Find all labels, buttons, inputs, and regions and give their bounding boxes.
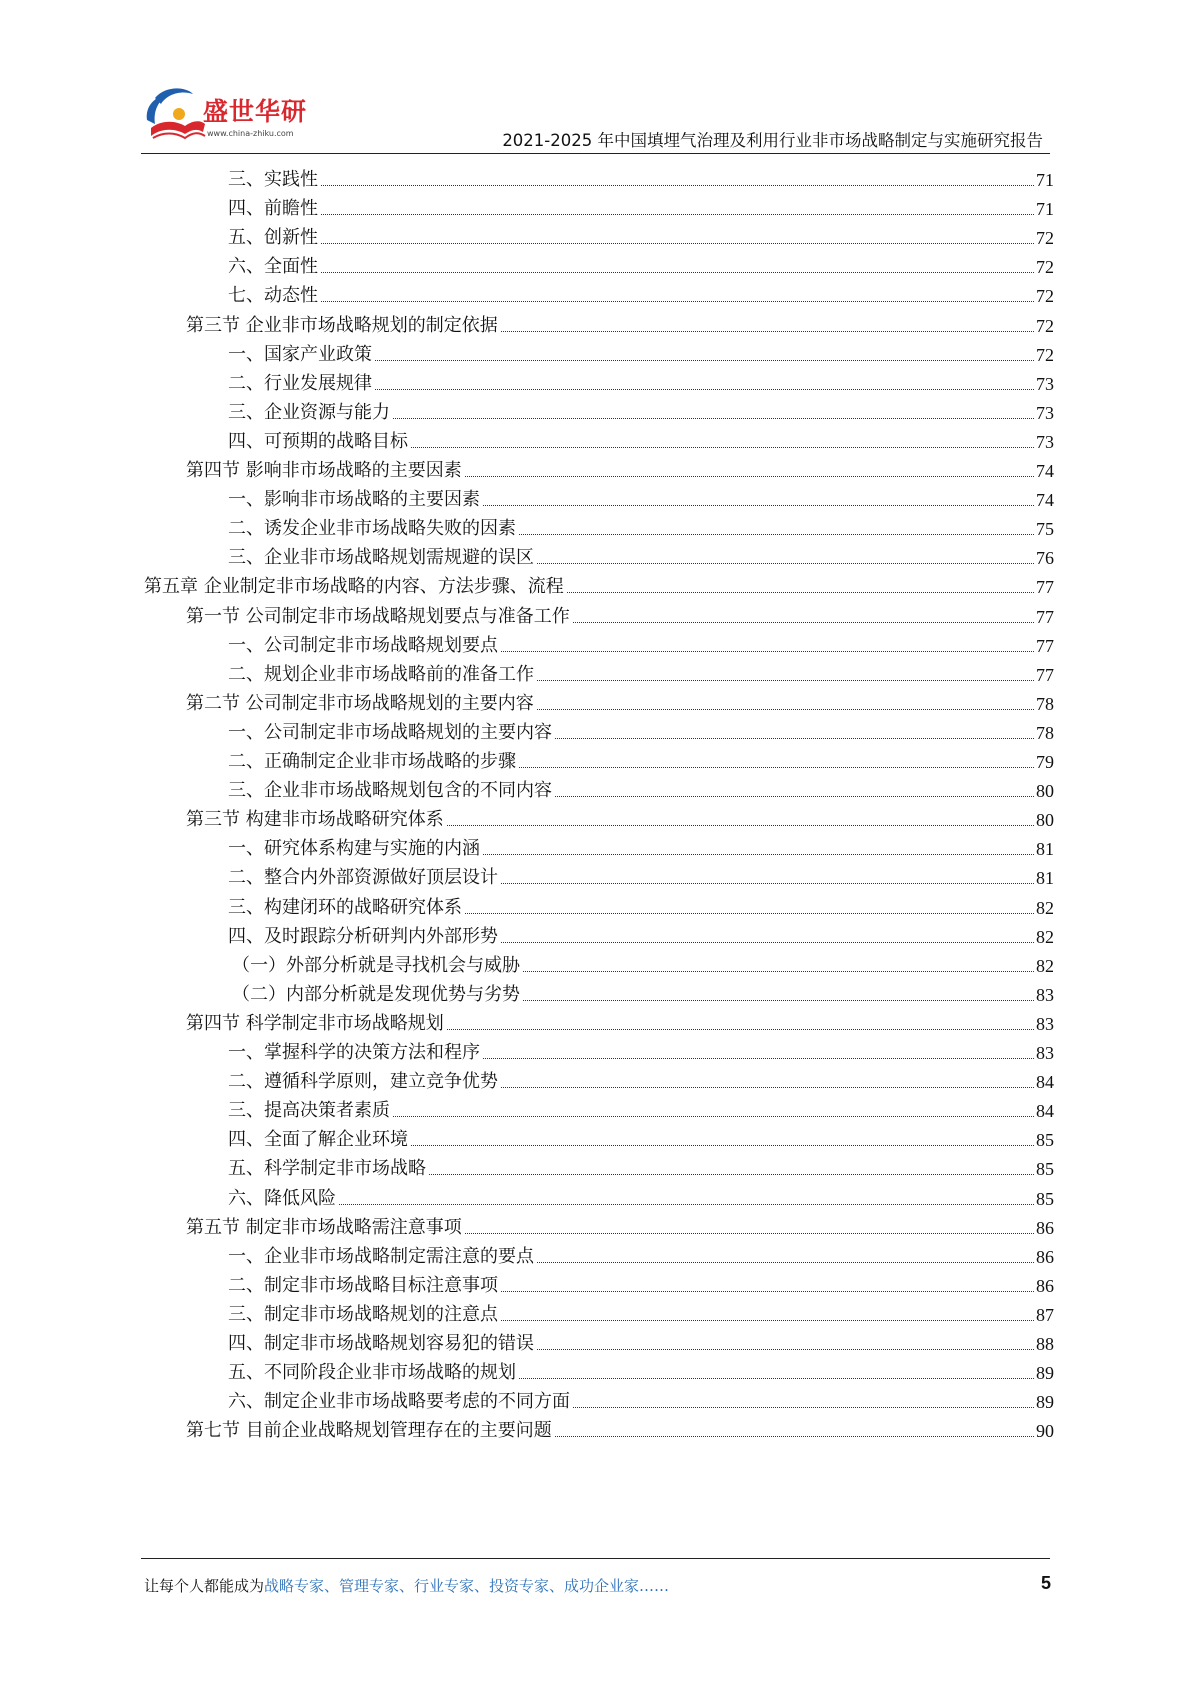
toc-entry[interactable]	[228, 655, 1054, 686]
toc-entry-title: 五、不同阶段企业非市场战略的规划	[228, 1362, 516, 1384]
toc-entry-title: 二、制定非市场战略目标注意事项	[228, 1274, 498, 1296]
toc-entry-page: 76	[1036, 548, 1054, 569]
toc-entry-page: 85	[1036, 1159, 1054, 1180]
toc-entry-title: 一、公司制定非市场战略规划的主要内容	[228, 721, 552, 743]
report-title: 2021-2025 年中国填埋气治理及利用行业非市场战略制定与实施研究报告	[502, 131, 1043, 150]
toc-entry[interactable]	[228, 160, 1054, 191]
toc-dot-leader	[501, 1086, 1034, 1088]
toc-entry-page: 71	[1036, 199, 1054, 220]
toc-entry-title: 四、前瞻性	[228, 198, 318, 220]
toc-entry-title: 三、企业非市场战略规划需规避的误区	[228, 547, 534, 569]
toc-entry-page: 80	[1036, 810, 1054, 831]
toc-dot-leader	[447, 824, 1034, 826]
toc-entry-title: 一、公司制定非市场战略规划要点	[228, 634, 498, 656]
toc-entry-page: 86	[1036, 1217, 1054, 1238]
toc-entry-page: 73	[1036, 431, 1054, 452]
toc-entry-page: 89	[1036, 1363, 1054, 1384]
toc-entry-title: 一、掌握科学的决策方法和程序	[228, 1042, 480, 1063]
toc-dot-leader	[483, 1057, 1034, 1059]
toc-entry[interactable]	[228, 189, 1054, 220]
toc-dot-leader	[537, 1348, 1034, 1350]
toc-entry[interactable]	[228, 218, 1054, 249]
toc-entry-page: 77	[1036, 577, 1054, 598]
toc-dot-leader	[555, 1435, 1034, 1437]
toc-entry-title: 二、诱发企业非市场战略失败的因素	[228, 518, 516, 540]
toc-dot-leader	[321, 300, 1034, 302]
toc-dot-leader	[537, 562, 1034, 564]
toc-entry-title: 一、企业非市场战略制定需注意的要点	[228, 1245, 534, 1267]
toc-dot-leader	[555, 795, 1034, 797]
toc-dot-leader	[501, 330, 1034, 332]
toc-entry[interactable]	[186, 800, 1054, 831]
toc-entry-title: （二）内部分析就是发现优势与劣势	[232, 983, 520, 1005]
toc-entry-page: 82	[1036, 926, 1054, 947]
toc-entry-page: 77	[1036, 606, 1054, 627]
toc-entry-title: 一、影响非市场战略的主要因素	[228, 489, 480, 511]
footer-divider	[141, 1558, 1050, 1559]
toc-dot-leader	[393, 417, 1034, 419]
toc-entry[interactable]	[186, 1004, 1054, 1035]
toc-dot-leader	[519, 1377, 1034, 1379]
toc-dot-leader	[321, 242, 1034, 244]
toc-entry-page: 81	[1036, 839, 1054, 860]
toc-entry-page: 74	[1036, 490, 1054, 511]
toc-entry-page: 74	[1036, 461, 1054, 481]
toc-entry-title: 第二节 公司制定非市场战略规划的主要内容	[186, 692, 534, 714]
toc-entry-title: 四、制定非市场战略规划容易犯的错误	[228, 1333, 534, 1354]
toc-entry-title: 第七节 目前企业战略规划管理存在的主要问题	[186, 1420, 552, 1442]
toc-entry-page: 85	[1036, 1130, 1054, 1151]
toc-dot-leader	[501, 650, 1034, 652]
toc-entry-title: 七、动态性	[228, 285, 318, 307]
toc-entry[interactable]	[228, 1324, 1054, 1355]
toc-entry-page: 73	[1036, 373, 1054, 394]
toc-entry-page: 83	[1036, 984, 1054, 1005]
logo-name: 盛世华研	[203, 97, 308, 126]
toc-dot-leader	[339, 1203, 1034, 1205]
toc-dot-leader	[321, 184, 1034, 186]
toc-entry-title: 第三节 企业非市场战略规划的制定依据	[186, 314, 498, 336]
toc-entry-page: 78	[1036, 722, 1054, 743]
toc-entry[interactable]	[228, 829, 1054, 860]
toc-entry-title: 一、研究体系构建与实施的内涵	[228, 838, 480, 860]
toc-entry[interactable]	[228, 1033, 1054, 1064]
toc-entry[interactable]	[228, 1062, 1054, 1093]
toc-dot-leader	[501, 1290, 1034, 1292]
toc-entry-page: 88	[1036, 1334, 1054, 1354]
toc-entry[interactable]	[228, 480, 1054, 511]
toc-entry[interactable]	[228, 1295, 1054, 1326]
toc-entry[interactable]	[228, 858, 1054, 889]
toc-dot-leader	[375, 359, 1034, 361]
toc-entry-page: 75	[1036, 519, 1054, 540]
toc-entry-page: 72	[1036, 257, 1054, 278]
toc-dot-leader	[429, 1173, 1034, 1175]
toc-entry-page: 78	[1036, 693, 1054, 714]
toc-dot-leader	[537, 1261, 1034, 1263]
logo-emblem-icon	[141, 84, 207, 150]
toc-entry-page: 84	[1036, 1072, 1054, 1093]
toc-entry-page: 71	[1036, 170, 1054, 190]
toc-entry-title: 五、科学制定非市场战略	[228, 1158, 426, 1180]
toc-entry-title: 五、创新性	[228, 227, 318, 249]
toc-entry-title: 四、及时跟踪分析研判内外部形势	[228, 925, 498, 947]
toc-entry-page: 82	[1036, 897, 1054, 918]
footer-slogan	[144, 1575, 669, 1596]
toc-entry-page: 83	[1036, 1043, 1054, 1063]
toc-entry-page: 85	[1036, 1188, 1054, 1209]
toc-entry[interactable]	[228, 538, 1054, 569]
toc-entry-title: 第四节 科学制定非市场战略规划	[186, 1012, 444, 1034]
logo-url: www.china-zhiku.com	[207, 129, 294, 138]
page-number: 5	[1040, 1573, 1051, 1593]
toc-dot-leader	[523, 999, 1034, 1001]
toc-dot-leader	[567, 591, 1034, 593]
toc-entry-title: 三、构建闭环的战略研究体系	[228, 896, 462, 918]
toc-entry-page: 77	[1036, 664, 1054, 685]
toc-entry-title: 三、提高决策者素质	[228, 1100, 390, 1122]
toc-entry-page: 80	[1036, 781, 1054, 802]
toc-entry[interactable]	[228, 364, 1054, 395]
toc-dot-leader	[411, 1144, 1034, 1146]
toc-entry-page: 72	[1036, 344, 1054, 365]
toc-entry[interactable]	[228, 771, 1054, 802]
toc-entry-title: 二、规划企业非市场战略前的准备工作	[228, 663, 534, 685]
toc-entry-title: 第三节 构建非市场战略研究体系	[186, 809, 444, 831]
toc-dot-leader	[555, 737, 1034, 739]
toc-dot-leader	[501, 1319, 1034, 1321]
toc-entry[interactable]	[228, 393, 1054, 424]
toc-entry[interactable]	[186, 597, 1054, 628]
toc-entry-title: 六、制定企业非市场战略要考虑的不同方面	[228, 1391, 570, 1413]
toc-entry[interactable]	[232, 975, 1054, 1006]
toc-entry-page: 86	[1036, 1246, 1054, 1267]
toc-entry[interactable]	[228, 1266, 1054, 1297]
toc-entry[interactable]	[228, 713, 1054, 744]
toc-entry-title: （一）外部分析就是寻找机会与威胁	[232, 954, 520, 976]
toc-entry[interactable]	[228, 422, 1054, 453]
toc-dot-leader	[573, 621, 1034, 623]
toc-dot-leader	[465, 475, 1034, 477]
toc-entry-title: 二、整合内外部资源做好顶层设计	[228, 867, 498, 889]
toc-entry-page: 81	[1036, 868, 1054, 889]
toc-entry-title: 六、全面性	[228, 256, 318, 278]
toc-dot-leader	[573, 1406, 1034, 1408]
toc-dot-leader	[447, 1028, 1034, 1030]
toc-dot-leader	[537, 708, 1034, 710]
toc-dot-leader	[523, 970, 1034, 972]
toc-entry[interactable]	[228, 276, 1054, 307]
toc-entry[interactable]	[228, 247, 1054, 278]
toc-entry-page: 72	[1036, 315, 1054, 336]
toc-entry[interactable]	[228, 1149, 1054, 1180]
toc-dot-leader	[483, 853, 1034, 855]
toc-entry-page: 90	[1036, 1421, 1054, 1442]
toc-entry-title: 第五章 企业制定非市场战略的内容、方法步骤、流程	[144, 576, 564, 598]
toc-dot-leader	[393, 1115, 1034, 1117]
toc-entry-title: 二、行业发展规律	[228, 372, 372, 394]
toc-dot-leader	[375, 388, 1034, 390]
toc-entry[interactable]	[186, 1411, 1054, 1442]
footer-slogan-accent: 战略专家、管理专家、行业专家、投资专家、成功企业家……	[264, 1577, 670, 1595]
toc-entry-page: 73	[1036, 402, 1054, 423]
toc-entry-title: 三、实践性	[228, 169, 318, 190]
toc-entry[interactable]	[186, 451, 1054, 482]
toc-entry[interactable]	[144, 567, 1054, 598]
toc-dot-leader	[321, 271, 1034, 273]
toc-entry[interactable]	[228, 742, 1054, 773]
toc-entry-title: 三、企业非市场战略规划包含的不同内容	[228, 780, 552, 802]
footer-slogan-prefix: 让每个人都能成为	[144, 1577, 265, 1595]
toc-entry[interactable]	[186, 684, 1054, 715]
toc-entry-title: 一、国家产业政策	[228, 343, 372, 365]
toc-dot-leader	[465, 1232, 1034, 1234]
toc-entry-page: 79	[1036, 752, 1054, 772]
header-divider	[141, 153, 1050, 154]
toc-entry[interactable]	[186, 1208, 1054, 1239]
toc-entry[interactable]	[228, 1091, 1054, 1122]
toc-entry-page: 83	[1036, 1013, 1054, 1034]
toc-entry[interactable]	[228, 1382, 1054, 1413]
toc-dot-leader	[519, 533, 1034, 535]
toc-dot-leader	[537, 679, 1034, 681]
toc-entry[interactable]	[232, 946, 1054, 977]
toc-entry-page: 82	[1036, 955, 1054, 976]
toc-entry-title: 第一节 公司制定非市场战略规划要点与准备工作	[186, 605, 570, 627]
toc-entry[interactable]	[228, 1179, 1054, 1210]
toc-entry-page: 72	[1036, 286, 1054, 307]
toc-entry-page: 89	[1036, 1392, 1054, 1413]
toc-entry[interactable]	[228, 1353, 1054, 1384]
toc-entry-title: 二、正确制定企业非市场战略的步骤	[228, 751, 516, 772]
toc-dot-leader	[501, 941, 1034, 943]
toc-entry-page: 87	[1036, 1304, 1054, 1325]
toc-entry-page: 77	[1036, 635, 1054, 656]
toc-entry[interactable]	[228, 1120, 1054, 1151]
company-logo	[141, 84, 321, 150]
toc-dot-leader	[465, 912, 1034, 914]
toc-entry-page: 84	[1036, 1101, 1054, 1122]
toc-dot-leader	[411, 446, 1034, 448]
toc-dot-leader	[501, 882, 1034, 884]
toc-entry[interactable]	[228, 626, 1054, 657]
toc-entry-page: 86	[1036, 1275, 1054, 1296]
toc-dot-leader	[483, 504, 1034, 506]
toc-entry[interactable]	[228, 509, 1054, 540]
toc-entry-title: 二、遵循科学原则，建立竞争优势	[228, 1071, 498, 1093]
toc-entry[interactable]	[186, 306, 1054, 337]
toc-entry-page: 72	[1036, 228, 1054, 249]
toc-dot-leader	[321, 213, 1034, 215]
toc-entry[interactable]	[228, 917, 1054, 948]
toc-entry-title: 四、可预期的战略目标	[228, 430, 408, 452]
page-header	[0, 0, 1191, 152]
toc-entry[interactable]	[228, 335, 1054, 366]
toc-entry-title: 四、全面了解企业环境	[228, 1129, 408, 1151]
toc-entry-title: 第四节 影响非市场战略的主要因素	[186, 460, 462, 481]
toc-entry-title: 六、降低风险	[228, 1187, 336, 1209]
toc-entry[interactable]	[228, 1237, 1054, 1268]
toc-dot-leader	[519, 766, 1034, 768]
toc-entry[interactable]	[228, 888, 1054, 919]
toc-entry-title: 第五节 制定非市场战略需注意事项	[186, 1216, 462, 1238]
toc-entry-title: 三、企业资源与能力	[228, 401, 390, 423]
toc-entry-title: 三、制定非市场战略规划的注意点	[228, 1303, 498, 1325]
